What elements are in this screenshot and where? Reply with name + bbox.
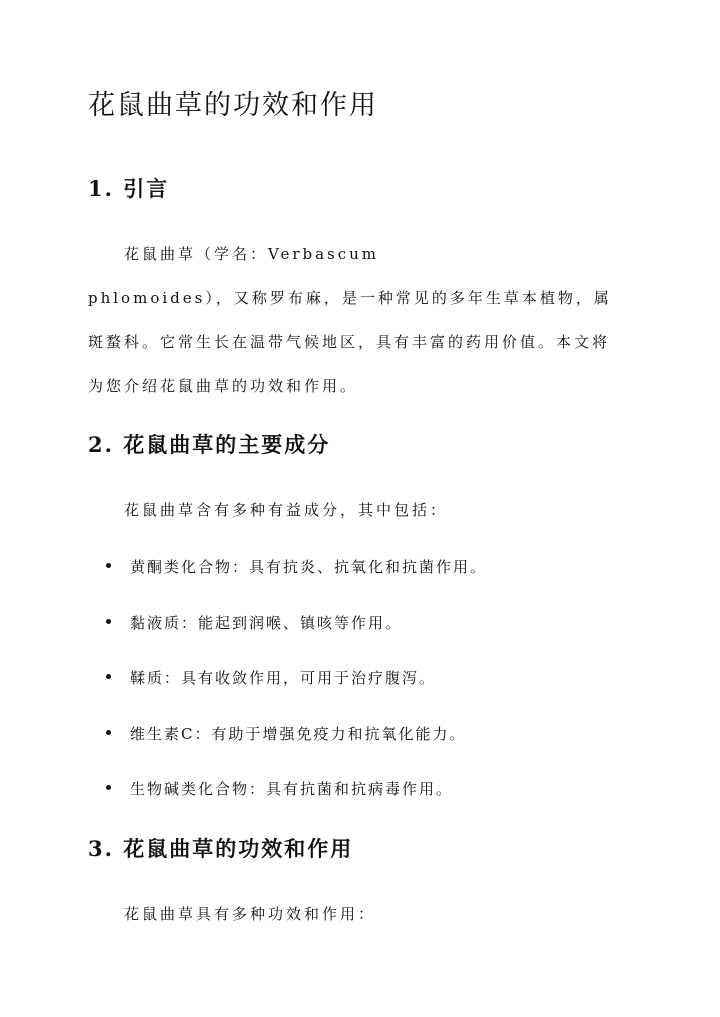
list-item-text: 维生素C：有助于增强免疫力和抗氧化能力。 [130, 725, 467, 743]
list-item-text: 鞣质：具有收敛作用，可用于治疗腹泻。 [130, 669, 437, 687]
section-heading-intro: 1. 引言 [88, 176, 170, 201]
bullet-icon [106, 619, 111, 624]
list-item-text: 黏液质：能起到润喉、镇咳等作用。 [130, 614, 403, 632]
intro-paragraph-line: 花鼠曲草（学名：Verbascum [124, 245, 380, 263]
section-heading-components: 2. 花鼠曲草的主要成分 [88, 432, 331, 457]
components-intro: 花鼠曲草含有多种有益成分，其中包括： [124, 501, 449, 519]
effects-intro: 花鼠曲草具有多种功效和作用： [124, 905, 377, 923]
document-title: 花鼠曲草的功效和作用 [88, 90, 378, 121]
intro-paragraph-line: phlomoides），又称罗布麻，是一种常见的多年生草本植物，属 [88, 289, 612, 307]
list-item-text: 生物碱类化合物：具有抗菌和抗病毒作用。 [130, 780, 454, 798]
intro-paragraph-line: 为您介绍花鼠曲草的功效和作用。 [88, 377, 359, 395]
intro-paragraph-line: 斑蝥科。它常生长在温带气候地区，具有丰富的药用价值。本文将 [88, 333, 611, 351]
bullet-icon [106, 674, 111, 679]
bullet-icon [106, 563, 111, 568]
section-heading-effects: 3. 花鼠曲草的功效和作用 [88, 836, 354, 861]
bullet-icon [106, 785, 111, 790]
list-item-text: 黄酮类化合物：具有抗炎、抗氧化和抗菌作用。 [130, 558, 488, 576]
bullet-icon [106, 730, 111, 735]
